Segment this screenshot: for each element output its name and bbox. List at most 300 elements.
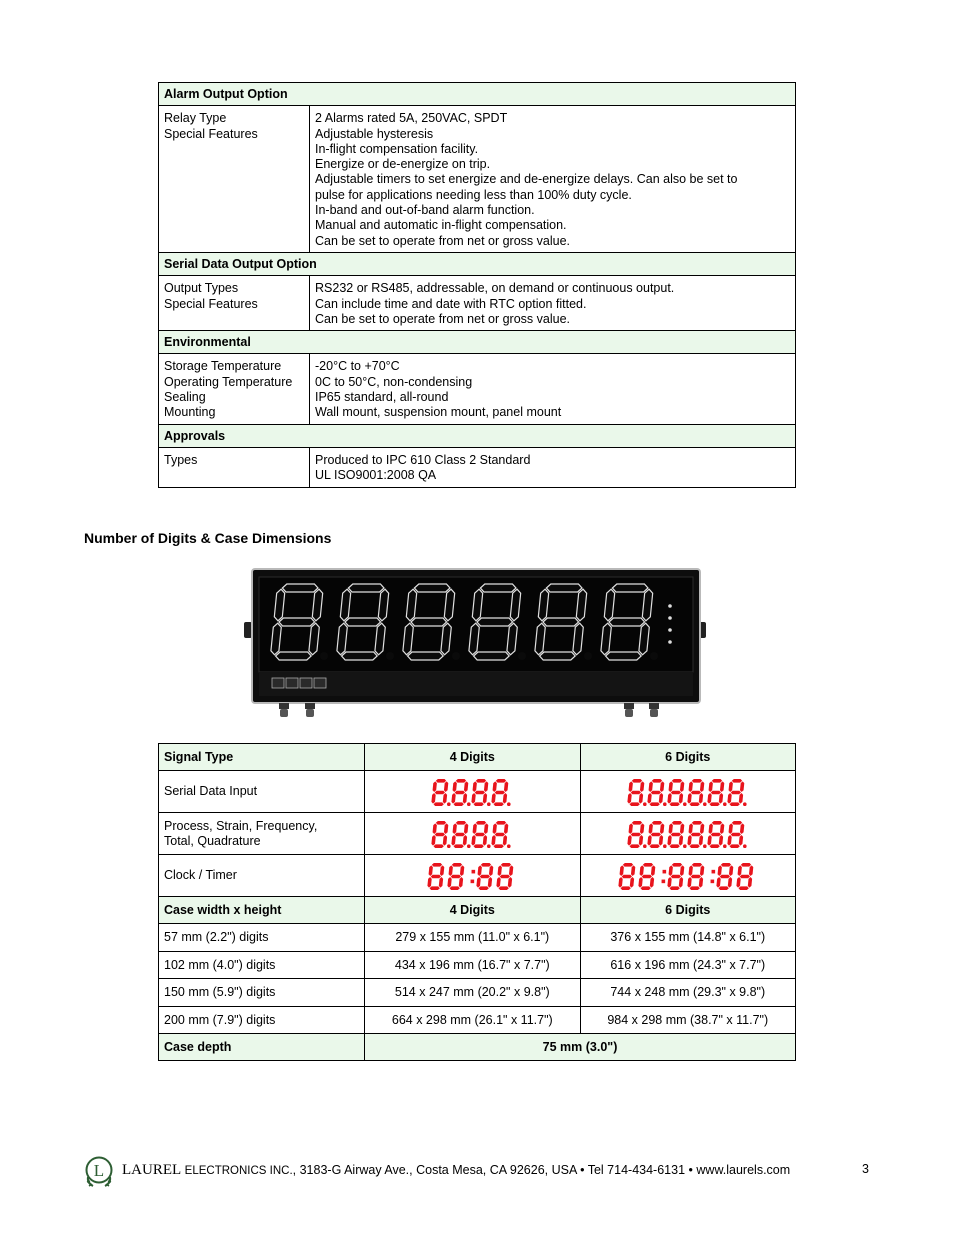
spec-label: Types [164,452,198,467]
spec-label: Special Features [164,296,258,311]
led-segment [690,790,700,794]
footer [84,1155,874,1189]
led-segment [430,874,440,878]
led-readout [625,817,751,851]
led-segment [443,793,447,804]
led-segment [710,790,720,794]
led-digit [667,779,684,806]
led-segment [728,781,732,792]
section-header: Serial Data Output Option [159,252,796,275]
led-decimal-point [447,802,451,806]
led-segment [672,779,682,783]
led-segment [650,832,660,836]
led-segment [276,652,312,660]
led-decimal-point [507,802,511,806]
led-segment [455,790,465,794]
spec-value: pulse for applications needing less than 100% duty cycle. [315,187,632,202]
led-digit [707,779,724,806]
led-segment [641,874,651,878]
led-segment [630,790,640,794]
led-segment [732,821,742,825]
led-segment [631,865,635,876]
led-digit [496,863,513,890]
led-segment [640,886,650,890]
footer-separator: • [580,1163,585,1177]
led-segment [472,835,476,846]
led-segment [509,865,513,876]
footer-text [122,1162,790,1179]
led-digit [647,779,664,806]
keypad-button [300,678,312,688]
section-header: Environmental [159,331,796,354]
page-number: 3 [862,1162,869,1176]
case-dimension: 616 x 196 mm (24.3" x 7.7") [580,951,795,979]
led-segment [501,863,511,867]
led-segment [492,793,496,804]
section-header-row [159,83,796,106]
led-decimal-point [663,844,667,848]
cable-gland-icon [305,703,315,717]
led-segment [650,877,654,888]
led-segment [453,781,457,792]
led-segment [619,865,623,876]
led-segment [618,877,622,888]
led-segment [730,832,740,836]
led-segment [699,793,703,804]
gland-nut [649,703,659,709]
led-segment [504,823,508,834]
section-header-row [159,252,796,275]
led-digit [432,821,449,848]
led-segment [740,781,744,792]
led-segment [738,886,748,890]
led-segment [729,844,739,848]
led-segment [688,865,692,876]
led-segment [740,823,744,834]
led-segment [496,877,500,888]
led-segment [489,865,493,876]
led-segment [712,821,722,825]
footer-separator: • [688,1163,693,1177]
led-digit [627,821,644,848]
led-segment [508,877,512,888]
spec-values [310,106,796,253]
led-digit [667,821,684,848]
digit-height: 150 mm (5.9") digits [159,979,365,1007]
led-segment [474,802,484,806]
led-segment [719,835,723,846]
keypad-button [314,678,326,688]
led-segment [483,835,487,846]
led-segment [496,821,506,825]
section-header: Approvals [159,424,796,447]
led-segment [649,802,659,806]
led-decimal-point [650,652,658,660]
column-header: 6 Digits [580,744,795,771]
led-segment [473,823,477,834]
spec-value: Produced to IPC 610 Class 2 Standard [315,452,531,467]
led-segment [488,877,492,888]
led-segment [476,779,486,783]
led-segment [639,865,643,876]
led-segment [630,832,640,836]
led-segment [737,865,741,876]
led-decimal-point [723,844,727,848]
led-segment [669,886,679,890]
section-header-row [159,424,796,447]
led-segment [436,821,446,825]
led-segment [687,835,691,846]
led-segment [411,618,447,626]
led-segment [748,877,752,888]
led-segment [464,781,468,792]
column-header: Case width x height [159,897,365,924]
led-segment [680,781,684,792]
led-segment [727,793,731,804]
led-segment [449,886,459,890]
led-segment [688,823,692,834]
spec-labels [159,276,310,331]
case-depth-row [159,1034,796,1061]
led-segment [475,832,485,836]
led-readout [429,775,515,809]
led-segment [628,781,632,792]
led-segment [639,793,643,804]
led-segment [629,844,639,848]
led-segment [660,823,664,834]
led-segment [720,781,724,792]
table-header-row [159,897,796,924]
led-segment [728,877,732,888]
led-segment [689,802,699,806]
led-segment [679,793,683,804]
led-segment [700,865,704,876]
led-segment [640,823,644,834]
led-segment [692,863,702,867]
gland-nut [279,703,289,709]
led-segment [435,832,445,836]
status-dot [668,628,672,632]
led-segment [689,844,699,848]
led-segment [496,779,506,783]
footer-web-link[interactable]: www.laurels.com [696,1163,791,1177]
led-digit [716,863,733,890]
led-segment [707,835,711,846]
led-segment [348,584,384,592]
digit-height: 102 mm (4.0") digits [159,951,365,979]
spec-values [310,447,796,487]
led-segment [434,802,444,806]
led-colon [711,869,715,873]
led-segment [546,584,582,592]
led-segment [433,823,437,834]
led-digit [472,821,489,848]
led-segment [647,835,651,846]
signal-type: Serial Data Input [159,771,365,813]
laurel-logo-icon [84,1155,116,1189]
led-segment [452,793,456,804]
led-segment [670,790,680,794]
led-digit [452,821,469,848]
case-size-row [159,979,796,1007]
led-segment [493,781,497,792]
led-segment [436,779,446,783]
led-segment [479,874,489,878]
case-dimension: 984 x 298 mm (38.7" x 11.7") [580,1006,795,1034]
led-segment [497,865,501,876]
led-segment [647,793,651,804]
led-segment [504,781,508,792]
led-digit [618,863,635,890]
led-digit [647,821,664,848]
led-segment [434,844,444,848]
column-header: 6 Digits [580,897,795,924]
led-segment [692,821,702,825]
led-segment [689,886,699,890]
led-segment [651,865,655,876]
logo-letter: L [93,1161,105,1180]
led-segment [728,823,732,834]
led-segment [494,802,504,806]
led-sample-four [365,771,580,813]
led-segment [456,779,466,783]
led-digit [447,863,464,890]
led-segment [687,877,691,888]
led-segment [447,877,451,888]
signal-type [159,813,365,855]
led-segment [719,874,729,878]
led-segment [493,823,497,834]
spec-value: -20°C to +70°C [315,359,400,374]
led-segment [474,652,510,660]
footer-company: ELECTRONICS INC. [184,1165,293,1177]
led-segment [494,844,504,848]
led-segment [463,835,467,846]
led-segment [629,802,639,806]
led-segment [672,863,682,867]
spec-value: Wall mount, suspension mount, panel mount [315,405,562,420]
led-segment [472,793,476,804]
led-segment [670,874,680,878]
led-segment [628,823,632,834]
case-dimension: 744 x 248 mm (29.3" x 9.8") [580,979,795,1007]
led-decimal-point [663,802,667,806]
case-depth-label: Case depth [159,1034,365,1061]
led-segment [444,823,448,834]
led-segment [612,584,648,592]
led-segment [729,865,733,876]
section-header-row [159,331,796,354]
led-segment [498,886,508,890]
spec-labels [159,106,310,253]
led-decimal-point [467,802,471,806]
spec-labels [159,354,310,424]
spec-values [310,354,796,424]
footer-brand: LAUREL [122,1162,182,1178]
led-segment [739,874,749,878]
led-decimal-point [386,652,394,660]
led-segment [730,790,740,794]
led-segment [716,877,720,888]
cable-gland-icon [624,703,634,717]
digit-height: 57 mm (2.2") digits [159,924,365,952]
led-segment [660,781,664,792]
gland-body [306,709,314,717]
led-decimal-point [703,802,707,806]
table-header-row [159,744,796,771]
led-segment [609,618,645,626]
led-sample-six [580,771,795,813]
led-segment [484,823,488,834]
led-segment [732,779,742,783]
led-segment [432,835,436,846]
led-segment [282,584,318,592]
led-readout [625,775,751,809]
led-segment [433,781,437,792]
led-decimal-point [452,652,460,660]
led-segment [463,793,467,804]
led-segment [719,793,723,804]
led-segment [464,823,468,834]
led-segment [428,865,432,876]
led-decimal-point [703,844,707,848]
left-mounting-tab [244,622,252,638]
led-segment [606,652,642,660]
spec-label: Special Features [164,126,258,141]
led-decimal-point [584,652,592,660]
led-segment [429,886,439,890]
spec-value: Energize or de-energize on trip. [315,157,491,172]
led-digit [432,779,449,806]
footer-tel: Tel 714-434-6131 [587,1163,686,1177]
led-segment [659,793,663,804]
gland-nut [305,703,315,709]
led-segment [727,835,731,846]
led-colon [471,869,475,873]
led-segment [639,835,643,846]
display-image [240,566,712,720]
signal-row [159,771,796,813]
led-segment [432,793,436,804]
led-decimal-point [507,844,511,848]
spec-value: Manual and automatic in-flight compensation. [315,218,567,233]
spec-value: UL ISO9001:2008 QA [315,468,437,483]
led-digit [452,779,469,806]
led-sample-four [365,813,580,855]
led-decimal-point [320,652,328,660]
led-segment [669,844,679,848]
led-segment [443,835,447,846]
led-segment [495,790,505,794]
signal-type-line: Total, Quadrature [164,833,261,848]
spec-value: In-band and out-of-band alarm function. [315,203,535,218]
led-segment [342,652,378,660]
led-segment [668,865,672,876]
led-digit [427,863,444,890]
status-dot [668,616,672,620]
led-digit [736,863,753,890]
led-segment [707,793,711,804]
status-dot [668,640,672,644]
led-segment [729,802,739,806]
led-segment [721,863,731,867]
led-segment [455,832,465,836]
case-size-row [159,951,796,979]
spec-value: IP65 standard, all-round [315,390,449,405]
case-depth-value: 75 mm (3.0") [365,1034,796,1061]
led-digit [687,821,704,848]
led-segment [444,781,448,792]
led-segment [492,835,496,846]
led-segment [709,802,719,806]
led-segment [718,886,728,890]
led-segment [543,618,579,626]
led-segment [739,793,743,804]
keypad-button [272,678,284,688]
led-digit [687,779,704,806]
spec-value: Adjustable hysteresis [315,126,434,141]
led-segment [503,793,507,804]
led-segment [679,835,683,846]
led-segment [503,835,507,846]
led-segment [630,877,634,888]
led-segment [741,863,751,867]
spec-row [159,447,796,487]
signal-row [159,813,796,855]
led-segment [659,835,663,846]
led-segment [435,790,445,794]
led-segment [627,793,631,804]
spec-value: Can include time and date with RTC option fitted. [315,296,587,311]
led-segment [667,835,671,846]
led-digit [627,779,644,806]
led-segment [692,779,702,783]
led-segment [672,821,682,825]
led-segment [473,781,477,792]
led-segment [669,802,679,806]
case-dimension: 664 x 298 mm (26.1" x 11.7") [365,1006,580,1034]
led-segment [652,821,662,825]
led-sample-four [365,855,580,897]
led-sample-six [580,813,795,855]
spec-row [159,106,796,253]
led-segment [623,863,633,867]
led-segment [679,877,683,888]
led-segment [481,863,491,867]
footer-address: , 3183-G Airway Ave., Costa Mesa, CA 92626, USA [292,1163,577,1177]
led-decimal-point [743,844,747,848]
led-segment [477,618,513,626]
led-segment [454,802,464,806]
led-segment [643,863,653,867]
spec-label: Relay Type [164,111,227,126]
led-segment [432,863,442,867]
led-segment [427,877,431,888]
spec-row [159,354,796,424]
signal-type: Clock / Timer [159,855,365,897]
case-dimension: 279 x 155 mm (11.0" x 6.1") [365,924,580,952]
spec-table [158,82,796,488]
led-segment [739,835,743,846]
led-segment [667,877,671,888]
led-segment [439,877,443,888]
led-segment [456,821,466,825]
led-segment [668,781,672,792]
led-segment [749,865,753,876]
led-digit [638,863,655,890]
led-decimal-point [467,844,471,848]
case-dimension: 514 x 247 mm (20.2" x 9.8") [365,979,580,1007]
